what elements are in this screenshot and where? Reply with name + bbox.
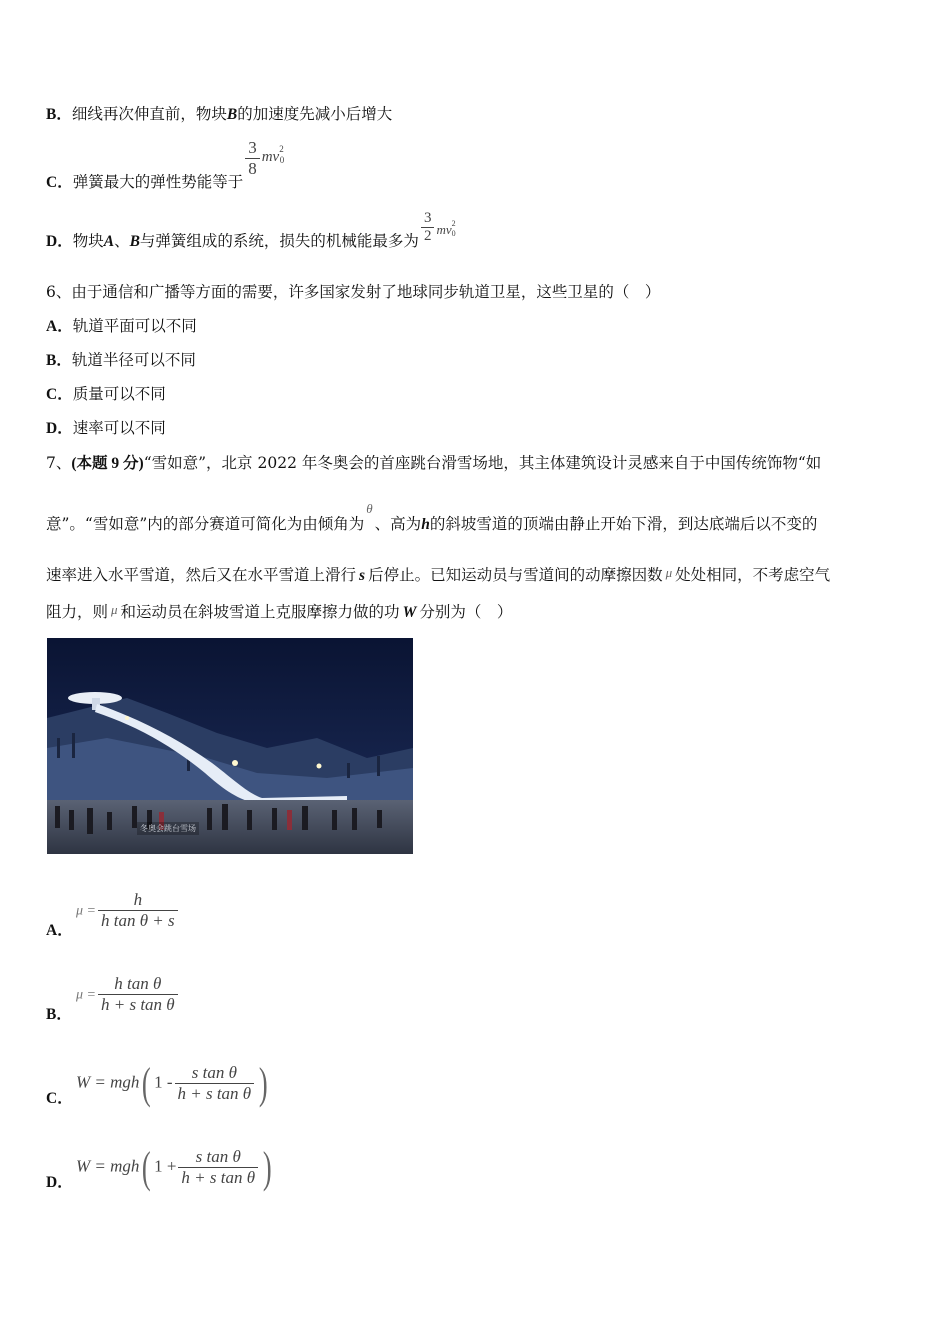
option-text: 细线再次伸直前，物块: [71, 105, 227, 123]
option-text: 速率可以不同: [72, 419, 166, 437]
option-letter: B．: [46, 1006, 72, 1023]
ski-jump-photo: [47, 638, 413, 854]
option-text: 轨道平面可以不同: [72, 317, 197, 335]
q6-option-a: [46, 314, 197, 336]
prefix: 1 -: [154, 1072, 173, 1092]
q7-option-b-letter: [46, 1002, 72, 1024]
q7-option-c-letter: [46, 1086, 73, 1108]
option-text: 质量可以不同: [72, 385, 166, 403]
fraction-numerator: h tan θ: [114, 974, 162, 993]
fraction: [421, 210, 435, 245]
fraction-numerator: 3: [423, 210, 432, 226]
option-text: 的加速度先减小后增大: [237, 105, 393, 123]
stem-text: 和运动员在斜坡雪道上克服摩擦力做的功: [120, 603, 400, 621]
q7-stem-line-2: [46, 501, 818, 534]
option-letter: A．: [46, 922, 73, 939]
q7-option-d-letter: [46, 1170, 73, 1192]
q7-option-c-formula: [76, 1058, 271, 1109]
option-letter: B．: [46, 106, 72, 123]
option-letter: D．: [46, 420, 73, 437]
math-expr: mv: [261, 148, 280, 165]
fraction-denominator: h + s tan θ: [175, 1083, 255, 1104]
q5-option-b: [46, 102, 392, 124]
option-letter: A．: [46, 318, 73, 335]
left-paren: (: [142, 1059, 152, 1108]
question-tag: (本题 9 分): [71, 455, 144, 472]
fraction: [245, 138, 260, 179]
q6-option-d: [46, 416, 166, 438]
fraction-numerator: 3: [248, 138, 257, 157]
option-letter: C．: [46, 173, 73, 191]
superscript: 2: [279, 143, 284, 154]
q7-stem-line-1: [46, 451, 821, 473]
stem-text: 分别为（ ）: [419, 603, 513, 621]
fraction: [175, 1063, 255, 1104]
subscript: 0: [279, 154, 285, 165]
separator: 、: [114, 231, 130, 250]
math-expr: mv: [436, 221, 452, 237]
left-paren: (: [142, 1143, 152, 1192]
mu-symbol: μ: [665, 565, 673, 580]
stem-text: 意”。“雪如意”内的部分赛道可简化为由倾角为: [46, 515, 365, 533]
q5-option-d: [46, 210, 460, 268]
q6-option-c: [46, 382, 166, 404]
fraction: [98, 974, 178, 1015]
subscript: 0: [451, 228, 456, 238]
lhs: μ =: [76, 903, 96, 919]
var-s: s: [359, 567, 366, 584]
option-letter: D．: [46, 1174, 73, 1191]
q7-option-b-formula: [76, 974, 180, 1015]
stem-text: 处处相同，不考虑空气: [675, 566, 831, 584]
option-text: 轨道半径可以不同: [71, 351, 196, 369]
stem-text: 速率进入水平雪道，然后又在水平雪道上滑行: [46, 566, 357, 584]
q7-stem-line-3: [46, 563, 830, 585]
q7-option-a-formula: [76, 890, 180, 931]
var-w: W: [402, 604, 417, 621]
lhs: μ =: [76, 987, 96, 1003]
fraction-numerator: s tan θ: [195, 1147, 241, 1166]
stem-text: 后停止。已知运动员与雪道间的动摩擦因数: [368, 566, 663, 584]
theta-symbol: θ: [366, 501, 373, 516]
q7-option-d-formula: [76, 1142, 275, 1193]
var-b: B: [226, 106, 238, 123]
mu-symbol: μ: [111, 602, 118, 617]
fraction: [98, 890, 178, 931]
fraction-numerator: h: [133, 890, 143, 909]
var-a: A: [103, 232, 115, 250]
photo-caption: 冬奥会跳台雪场: [137, 822, 199, 835]
q6-stem: 6、由于通信和广播等方面的需要，许多国家发射了地球同步轨道卫星，这些卫星的（ ）: [46, 283, 661, 301]
stem-text: 、高为: [374, 515, 422, 533]
var-h: h: [421, 516, 430, 533]
right-paren: ): [259, 1059, 268, 1108]
fraction-denominator: h + s tan θ: [98, 994, 178, 1015]
fraction-denominator: 2: [421, 227, 435, 245]
option-letter: B．: [46, 352, 72, 369]
option-text: 弹簧最大的弹性势能等于: [72, 172, 244, 191]
fraction-denominator: h tan θ + s: [98, 910, 178, 931]
lhs: W = mgh: [76, 1156, 140, 1176]
question-number: 7、: [46, 454, 72, 472]
lhs: W = mgh: [76, 1072, 140, 1092]
option-letter: D．: [46, 232, 73, 250]
fraction: [178, 1147, 258, 1188]
fraction-numerator: s tan θ: [191, 1063, 237, 1082]
stem-text: 的斜坡雪道的顶端由静止开始下滑，到达底端后以不变的: [429, 515, 818, 533]
superscript: 2: [451, 218, 456, 228]
var-b: B: [129, 232, 140, 250]
q7-option-a-letter: [46, 918, 73, 940]
plaza-ground: [47, 800, 413, 854]
option-text: 与弹簧组成的系统，损失的机械能最多为: [139, 231, 419, 250]
option-text: 物块: [72, 231, 104, 250]
stem-text: 阻力，则: [46, 603, 109, 621]
fraction-denominator: h + s tan θ: [178, 1167, 258, 1188]
q5-option-c: [46, 138, 288, 191]
ski-jump-illustration: [47, 638, 413, 854]
stem-text: “雪如意”，北京 2022 年冬奥会的首座跳台滑雪场地，其主体建筑设计灵感来自于中国传统饰物“如: [143, 454, 822, 472]
option-letter: C．: [46, 386, 73, 403]
q7-stem-line-4: [46, 600, 512, 622]
right-paren: ): [263, 1143, 272, 1192]
q6-option-b: [46, 348, 196, 370]
fraction-denominator: 8: [245, 158, 260, 179]
prefix: 1 +: [154, 1156, 177, 1176]
option-letter: C．: [46, 1090, 73, 1107]
